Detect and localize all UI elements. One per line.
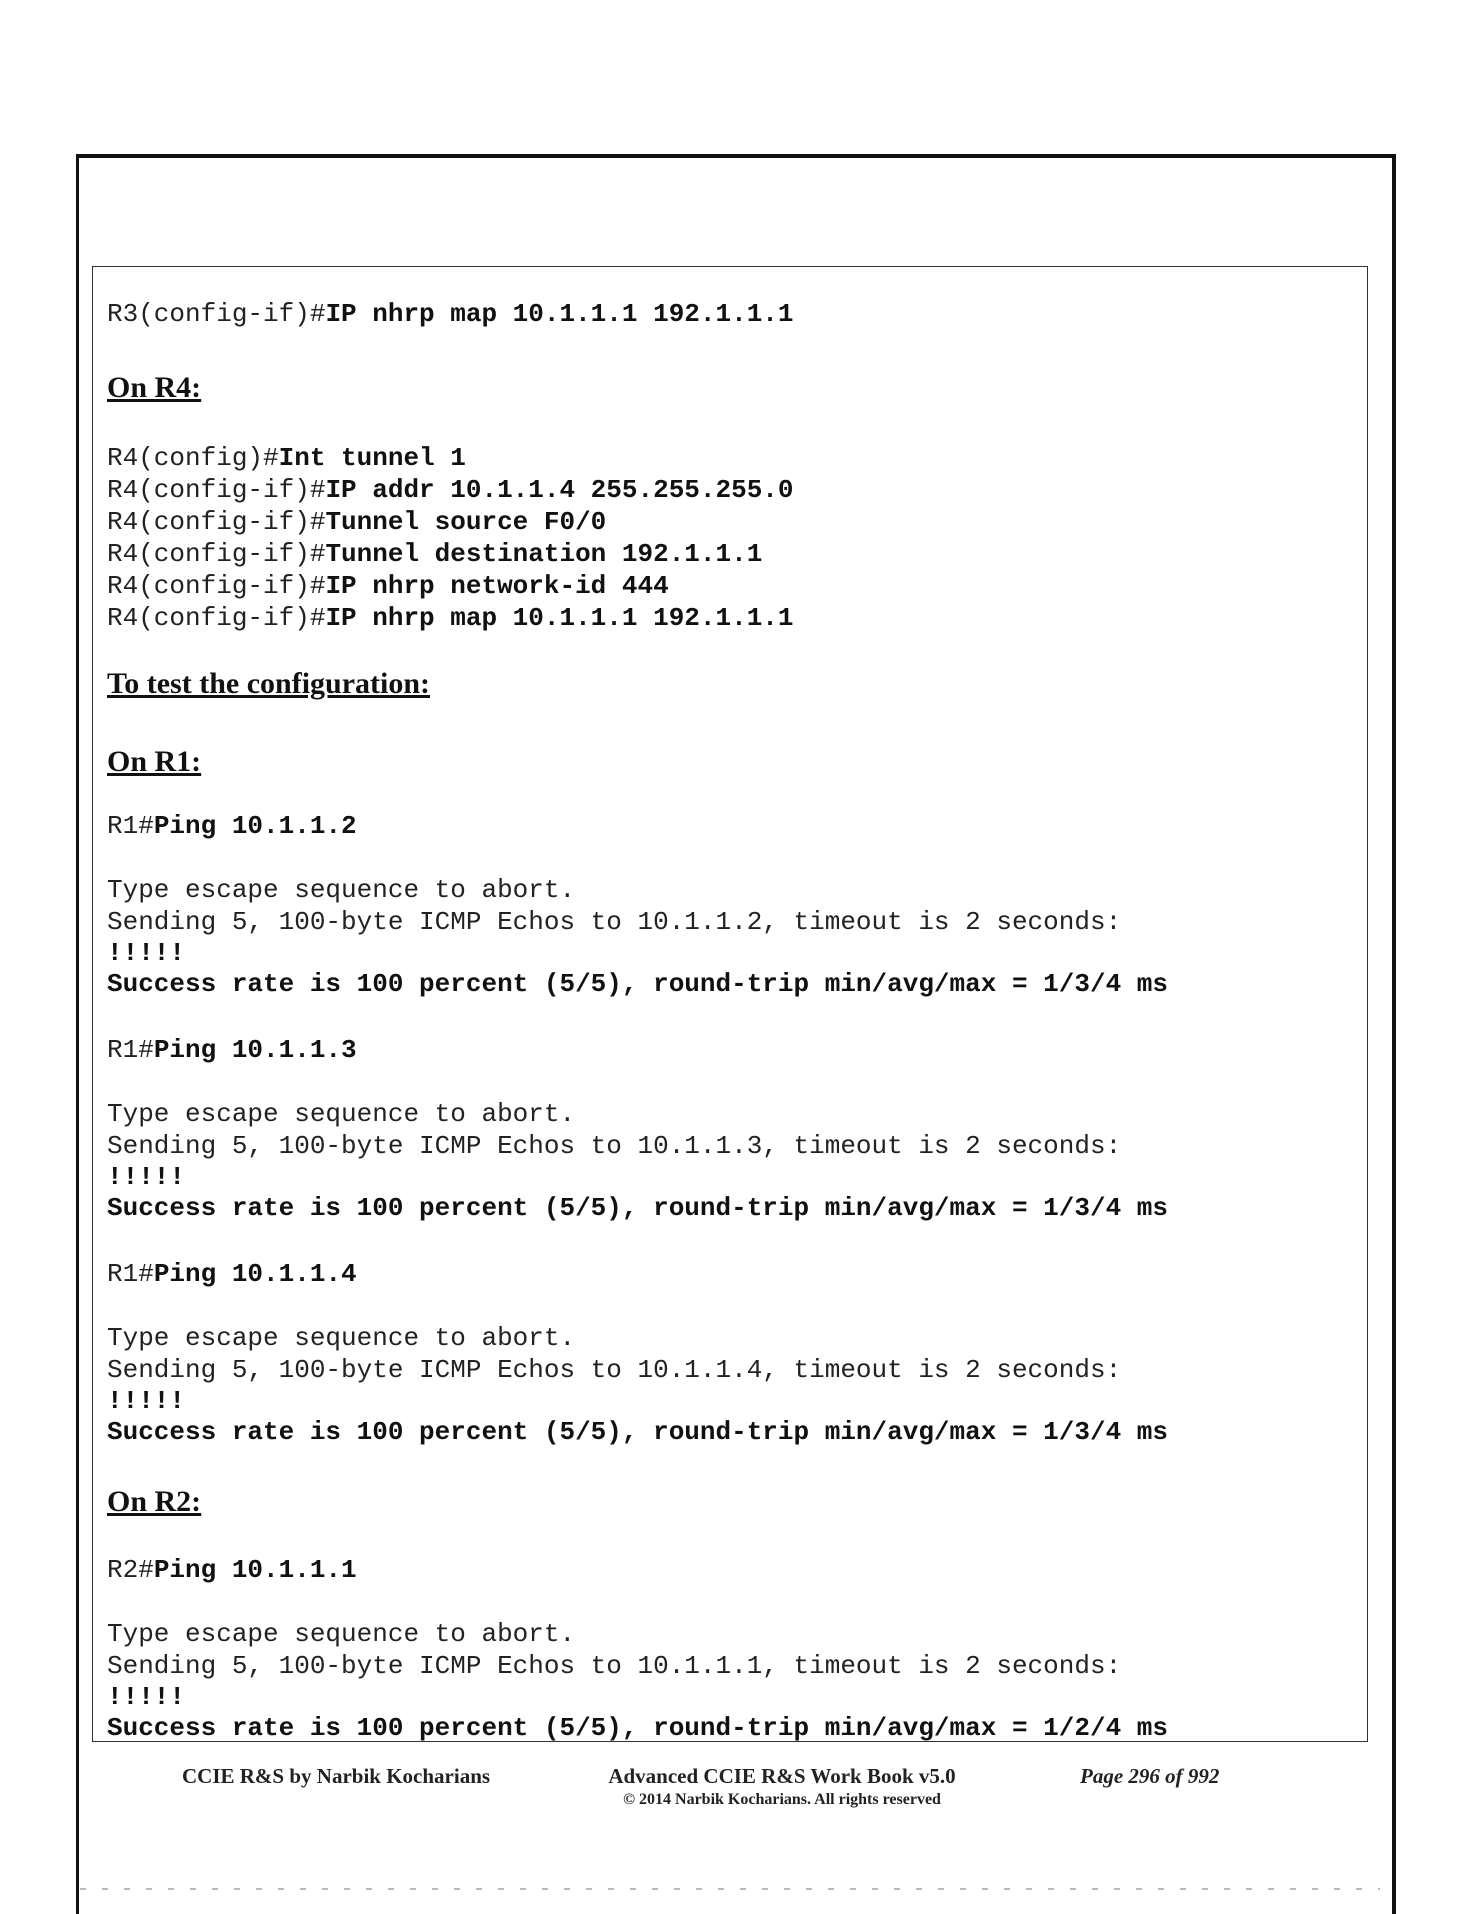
heading-test-configuration: To test the configuration: xyxy=(107,667,431,700)
config-line: R4(config-if)#IP nhrp map 10.1.1.1 192.1.1.1 xyxy=(107,603,794,633)
heading-on-r2: On R2: xyxy=(107,1485,202,1518)
footer-book-title xyxy=(572,1764,992,1809)
copyright: © 2014 Narbik Kocharians. All rights reserved xyxy=(623,1791,941,1808)
config-line: R4(config-if)#IP addr 10.1.1.4 255.255.255.0 xyxy=(107,475,794,505)
book-title: Advanced CCIE R&S Work Book v5.0 xyxy=(608,1764,956,1788)
prompt: R3(config-if)# xyxy=(107,299,326,329)
ping-command: R1#Ping 10.1.1.3 xyxy=(107,1035,357,1065)
ping-command: R1#Ping 10.1.1.2 xyxy=(107,811,357,841)
config-line: R4(config)#Int tunnel 1 xyxy=(107,443,466,473)
r4-config-block xyxy=(107,442,794,634)
ping-output: Type escape sequence to abort. Sending 5, 100-byte ICMP Echos to 10.1.1.1, timeout is 2 seconds: !!!!! Success rate is 100 percent (5/5), round-trip min/avg/max = 1/2/4 ms xyxy=(107,1619,1168,1743)
r3-nhrp-map-line xyxy=(107,298,794,330)
ping-output: Type escape sequence to abort. Sending 5, 100-byte ICMP Echos to 10.1.1.2, timeout is 2 seconds: !!!!! Success rate is 100 percent (5/5), round-trip min/avg/max = 1/3/4 ms xyxy=(107,875,1168,999)
command: IP nhrp map 10.1.1.1 192.1.1.1 xyxy=(325,299,794,329)
footer-page-number: Page 296 of 992 xyxy=(1080,1764,1220,1788)
config-line: R4(config-if)#Tunnel destination 192.1.1.1 xyxy=(107,539,763,569)
heading-on-r4: On R4: xyxy=(107,371,202,404)
config-line: R4(config-if)#IP nhrp network-id 444 xyxy=(107,571,669,601)
footer-author: CCIE R&S by Narbik Kocharians xyxy=(182,1764,491,1788)
config-line: R4(config-if)#Tunnel source F0/0 xyxy=(107,507,607,537)
ping-output: Type escape sequence to abort. Sending 5, 100-byte ICMP Echos to 10.1.1.3, timeout is 2 seconds: !!!!! Success rate is 100 percent (5/5), round-trip min/avg/max = 1/3/4 ms xyxy=(107,1099,1168,1223)
heading-on-r1: On R1: xyxy=(107,745,202,778)
scan-noise xyxy=(80,1888,1380,1890)
ping-command: R2#Ping 10.1.1.1 xyxy=(107,1555,357,1585)
ping-output: Type escape sequence to abort. Sending 5, 100-byte ICMP Echos to 10.1.1.4, timeout is 2 seconds: !!!!! Success rate is 100 percent (5/5), round-trip min/avg/max = 1/3/4 ms xyxy=(107,1323,1168,1447)
ping-command: R1#Ping 10.1.1.4 xyxy=(107,1259,357,1289)
